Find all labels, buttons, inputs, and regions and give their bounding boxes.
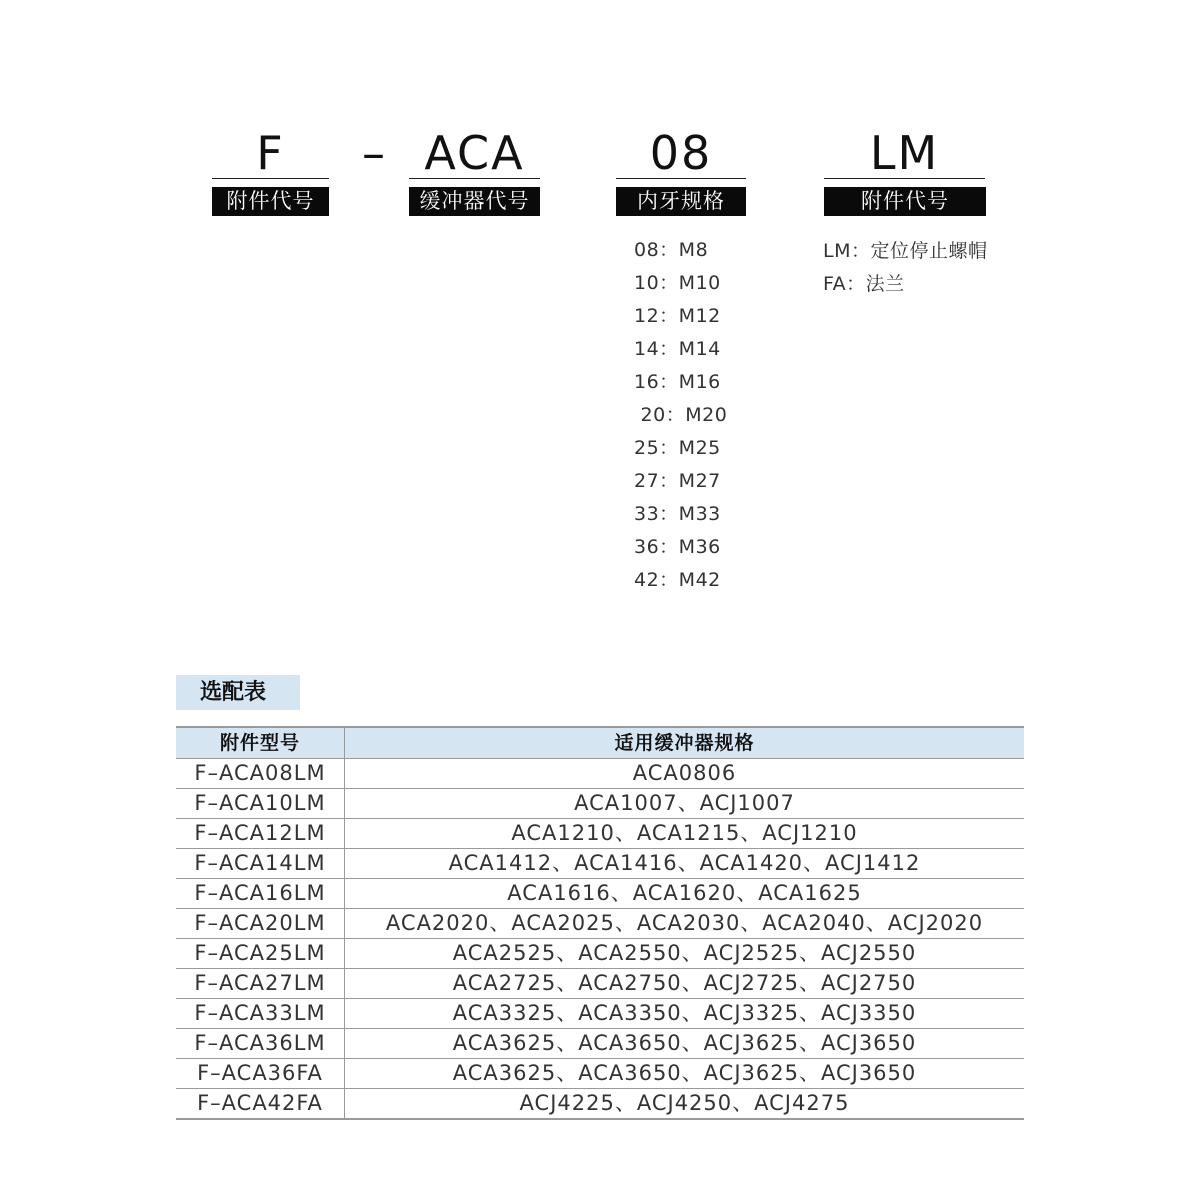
column-header-accessory-model: 附件型号 bbox=[176, 727, 345, 759]
list-item: FA：法兰 bbox=[823, 273, 905, 295]
cell-spec: ACA1616、ACA1620、ACA1625 bbox=[345, 879, 1025, 909]
cell-model: F–ACA14LM bbox=[176, 849, 345, 879]
cell-model: F–ACA16LM bbox=[176, 879, 345, 909]
cell-spec: ACJ4225、ACJ4250、ACJ4275 bbox=[345, 1089, 1025, 1120]
cell-spec: ACA2525、ACA2550、ACJ2525、ACJ2550 bbox=[345, 939, 1025, 969]
label-buffer-code: 缓冲器代号 bbox=[409, 187, 540, 216]
list-item: LM：定位停止螺帽 bbox=[823, 240, 988, 262]
cell-spec: ACA2725、ACA2750、ACJ2725、ACJ2750 bbox=[345, 969, 1025, 999]
label-accessory-code: 附件代号 bbox=[212, 187, 329, 216]
cell-model: F–ACA20LM bbox=[176, 909, 345, 939]
cell-spec: ACA1412、ACA1416、ACA1420、ACJ1412 bbox=[345, 849, 1025, 879]
list-item: 12：M12 bbox=[634, 305, 721, 327]
cell-model: F–ACA33LM bbox=[176, 999, 345, 1029]
list-item: 10：M10 bbox=[634, 272, 721, 294]
cell-model: F–ACA25LM bbox=[176, 939, 345, 969]
list-item: 27：M27 bbox=[634, 470, 721, 492]
selection-table-title: 选配表 bbox=[176, 675, 300, 710]
list-item: 08：M8 bbox=[634, 239, 709, 261]
list-item: 14：M14 bbox=[634, 338, 721, 360]
cell-spec: ACA3625、ACA3650、ACJ3625、ACJ3650 bbox=[345, 1029, 1025, 1059]
code-dash: – bbox=[362, 126, 385, 180]
code-segment-accessory: F bbox=[212, 128, 329, 179]
cell-spec: ACA0806 bbox=[345, 759, 1025, 789]
cell-spec: ACA3625、ACA3650、ACJ3625、ACJ3650 bbox=[345, 1059, 1025, 1089]
table-row bbox=[176, 969, 1024, 999]
cell-model: F–ACA36FA bbox=[176, 1059, 345, 1089]
list-item: 20：M20 bbox=[634, 404, 728, 426]
table-row bbox=[176, 1089, 1024, 1120]
code-segment-buffer: ACA bbox=[409, 128, 540, 179]
cell-model: F–ACA10LM bbox=[176, 789, 345, 819]
table-row bbox=[176, 879, 1024, 909]
selection-table bbox=[176, 726, 1024, 1120]
table-row bbox=[176, 789, 1024, 819]
column-header-applicable-buffer: 适用缓冲器规格 bbox=[345, 727, 1025, 759]
label-thread-spec: 内牙规格 bbox=[616, 187, 746, 216]
table-row bbox=[176, 1059, 1024, 1089]
list-item: 36：M36 bbox=[634, 536, 721, 558]
table-row bbox=[176, 909, 1024, 939]
table-row bbox=[176, 819, 1024, 849]
table-row bbox=[176, 939, 1024, 969]
label-accessory-suffix: 附件代号 bbox=[824, 187, 986, 216]
code-segment-thread: 08 bbox=[616, 128, 746, 179]
table-row bbox=[176, 999, 1024, 1029]
cell-spec: ACA2020、ACA2025、ACA2030、ACA2040、ACJ2020 bbox=[345, 909, 1025, 939]
table-row bbox=[176, 759, 1024, 789]
cell-spec: ACA1210、ACA1215、ACJ1210 bbox=[345, 819, 1025, 849]
table-row bbox=[176, 1029, 1024, 1059]
thread-size-list bbox=[634, 234, 727, 597]
table-header-row bbox=[176, 727, 1024, 759]
list-item: 25：M25 bbox=[634, 437, 721, 459]
accessory-type-list bbox=[823, 235, 987, 301]
cell-model: F–ACA42FA bbox=[176, 1089, 345, 1120]
cell-spec: ACA3325、ACA3350、ACJ3325、ACJ3350 bbox=[345, 999, 1025, 1029]
cell-model: F–ACA27LM bbox=[176, 969, 345, 999]
cell-model: F–ACA36LM bbox=[176, 1029, 345, 1059]
table-row bbox=[176, 849, 1024, 879]
code-segment-suffix: LM bbox=[824, 128, 985, 179]
cell-spec: ACA1007、ACJ1007 bbox=[345, 789, 1025, 819]
cell-model: F–ACA12LM bbox=[176, 819, 345, 849]
list-item: 42：M42 bbox=[634, 569, 721, 591]
list-item: 33：M33 bbox=[634, 503, 721, 525]
cell-model: F–ACA08LM bbox=[176, 759, 345, 789]
list-item: 16：M16 bbox=[634, 371, 721, 393]
